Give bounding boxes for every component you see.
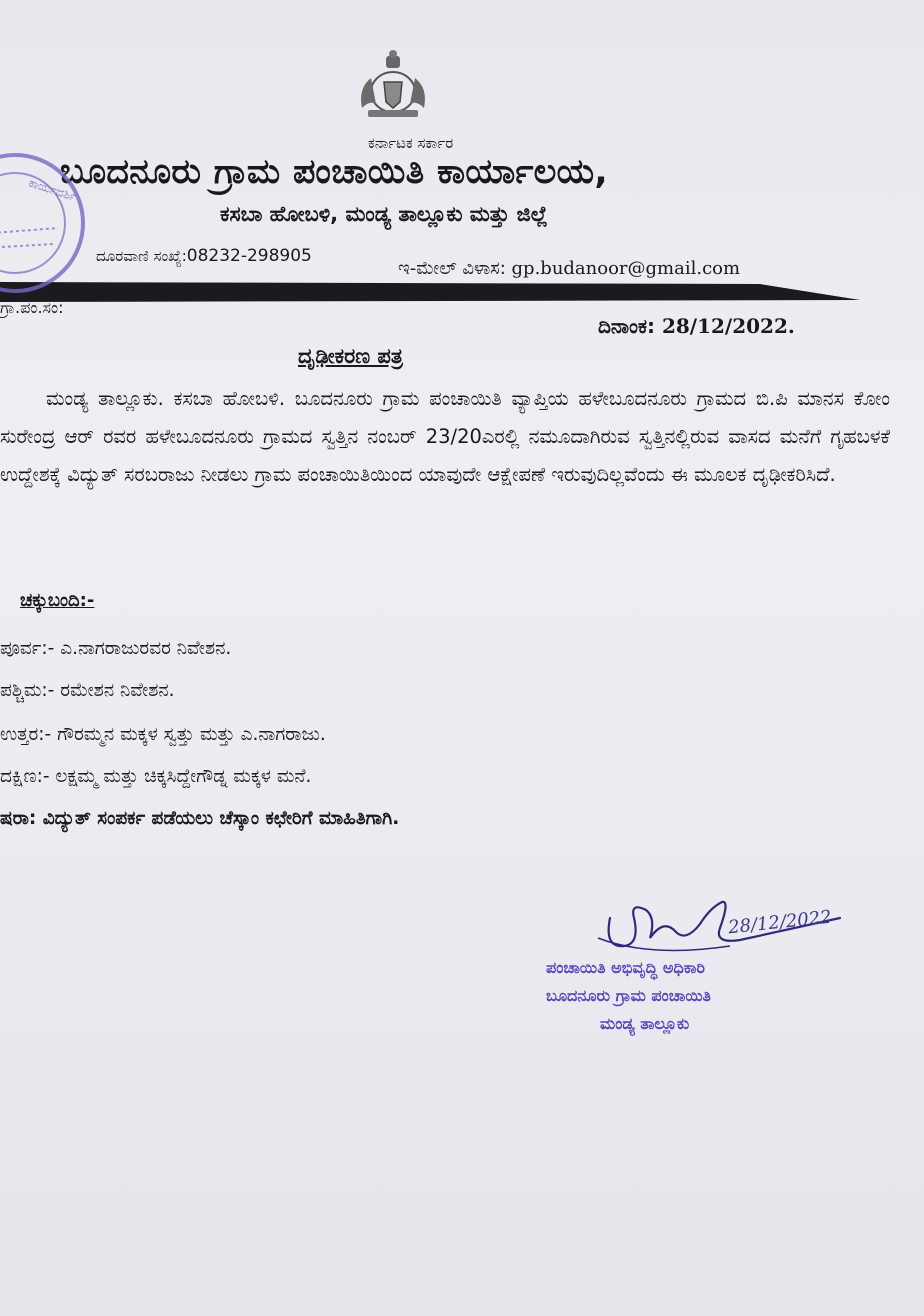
reference-number: ಗ್ರಾ.ಪಂ.ಸಂ: bbox=[0, 298, 64, 317]
seal-taluk: ಮಂಡ್ಯ ತಾಲ್ಲೂಕು bbox=[600, 1014, 690, 1033]
remark-note: ಷರಾ: ವಿದ್ಯುತ್ ಸಂಪರ್ಕ ಪಡೆಯಲು ಚೆಸ್ಕಾಂ ಕಛೇರಿಗೆ ಮಾಹಿತಿಗಾಗಿ. bbox=[0, 808, 400, 829]
signature-date: 28/12/2022 bbox=[727, 906, 833, 939]
email-address: gp.budanoor@gmail.com bbox=[511, 258, 741, 279]
boundary-label: ದಕ್ಷಿಣ:- bbox=[0, 766, 50, 787]
office-address: ಕಸಬಾ ಹೋಬಳಿ, ಮಂಡ್ಯ ತಾಲ್ಲೂಕು ಮತ್ತು ಜಿಲ್ಲೆ bbox=[220, 202, 548, 226]
boundary-label: ಉತ್ತರ:- bbox=[0, 724, 52, 745]
boundary-north bbox=[0, 724, 326, 745]
date-line bbox=[598, 314, 795, 338]
boundary-label: ಪಶ್ಚಿಮ:- bbox=[0, 680, 55, 701]
svg-text:ಕಾರ್ಯದರ್ಶಿ: ಕಾರ್ಯದರ್ಶಿ bbox=[27, 175, 79, 205]
letter-heading: ದೃಢೀಕರಣ ಪತ್ರ bbox=[298, 344, 403, 368]
letter-body: ಮಂಡ್ಯ ತಾಲ್ಲೂಕು. ಕಸಬಾ ಹೋಬಳಿ. ಬೂದನೂರು ಗ್ರಾಮ ಪಂಚಾಯಿತಿ ವ್ಯಾಪ್ತಿಯ ಹಳೇಬೂದನೂರು ಗ್ರಾಮದ ಬಿ.ಪಿ ಮಾನಸ ಕೋಂ ಸುರೇಂದ್ರ ಆರ್ ರವರ ಹಳೇಬೂದನೂರು ಗ್ರಾಮದ ಸ್ವತ್ತಿನ ನಂಬರ್ 23/20ಎರಲ್ಲಿ ನಮೂದಾಗಿರುವ ಸ್ವತ್ತಿನಲ್ಲಿರುವ ವಾಸದ ಮನೆಗೆ ಗೃಹಬಳಕೆ ಉದ್ದೇಶಕ್ಕೆ ವಿದ್ಯುತ್ ಸರಬರಾಜು ನೀಡಲು ಗ್ರಾಮ ಪಂಚಾಯಿತಿಯಿಂದ ಯಾವುದೇ ಆಕ್ಷೇಪಣೆ ಇರುವುದಿಲ್ಲವೆಂದು ಈ ಮೂಲಕ ದೃಢೀಕರಿಸಿದೆ. bbox=[0, 387, 890, 486]
seal-office: ಬೂದನೂರು ಗ್ರಾಮ ಪಂಚಾಯಿತಿ bbox=[546, 986, 711, 1005]
boundaries-heading: ಚಕ್ಕುಬಂದಿ:- bbox=[20, 590, 95, 611]
boundary-label: ಪೂರ್ವ:- bbox=[0, 638, 55, 659]
boundary-value: ಎ.ನಾಗರಾಜುರವರ ನಿವೇಶನ. bbox=[60, 638, 232, 659]
boundary-value: ಗೌರಮ್ಮನ ಮಕ್ಕಳ ಸ್ವತ್ತು ಮತ್ತು ಎ.ನಾಗರಾಜು. bbox=[57, 724, 326, 745]
boundary-south bbox=[0, 766, 311, 787]
date-label: ದಿನಾಂಕ: bbox=[598, 314, 655, 338]
office-stamp-icon bbox=[0, 148, 90, 298]
office-title: ಬೂದನೂರು ಗ್ರಾಮ ಪಂಚಾಯಿತಿ ಕಾರ್ಯಾಲಯ, bbox=[60, 152, 609, 192]
email-label: ಇ-ಮೇಲ್ ವಿಳಾಸ: bbox=[398, 258, 506, 279]
government-label: ಕರ್ನಾಟಕ ಸರ್ಕಾರ bbox=[368, 134, 454, 152]
karnataka-emblem-icon bbox=[348, 48, 438, 120]
phone-line bbox=[96, 246, 312, 266]
boundary-value: ಲಕ್ಷಮ್ಮ ಮತ್ತು ಚಿಕ್ಕಸಿದ್ದೇಗೌಡ್ನ ಮಕ್ಕಳ ಮನೆ. bbox=[55, 766, 312, 787]
seal-designation: ಪಂಚಾಯಿತಿ ಅಭಿವೃದ್ಧಿ ಅಧಿಕಾರಿ bbox=[546, 958, 705, 977]
boundary-west bbox=[0, 680, 175, 701]
date-value: 28/12/2022. bbox=[661, 314, 795, 338]
email-line bbox=[398, 258, 740, 279]
boundary-east bbox=[0, 638, 231, 659]
header-divider-band bbox=[0, 278, 860, 308]
boundary-value: ರಮೇಶನ ನಿವೇಶನ. bbox=[60, 680, 175, 701]
phone-label: ದೂರವಾಣಿ ಸಂಖ್ಯೆ: bbox=[96, 247, 187, 265]
phone-number: 08232-298905 bbox=[186, 246, 312, 266]
